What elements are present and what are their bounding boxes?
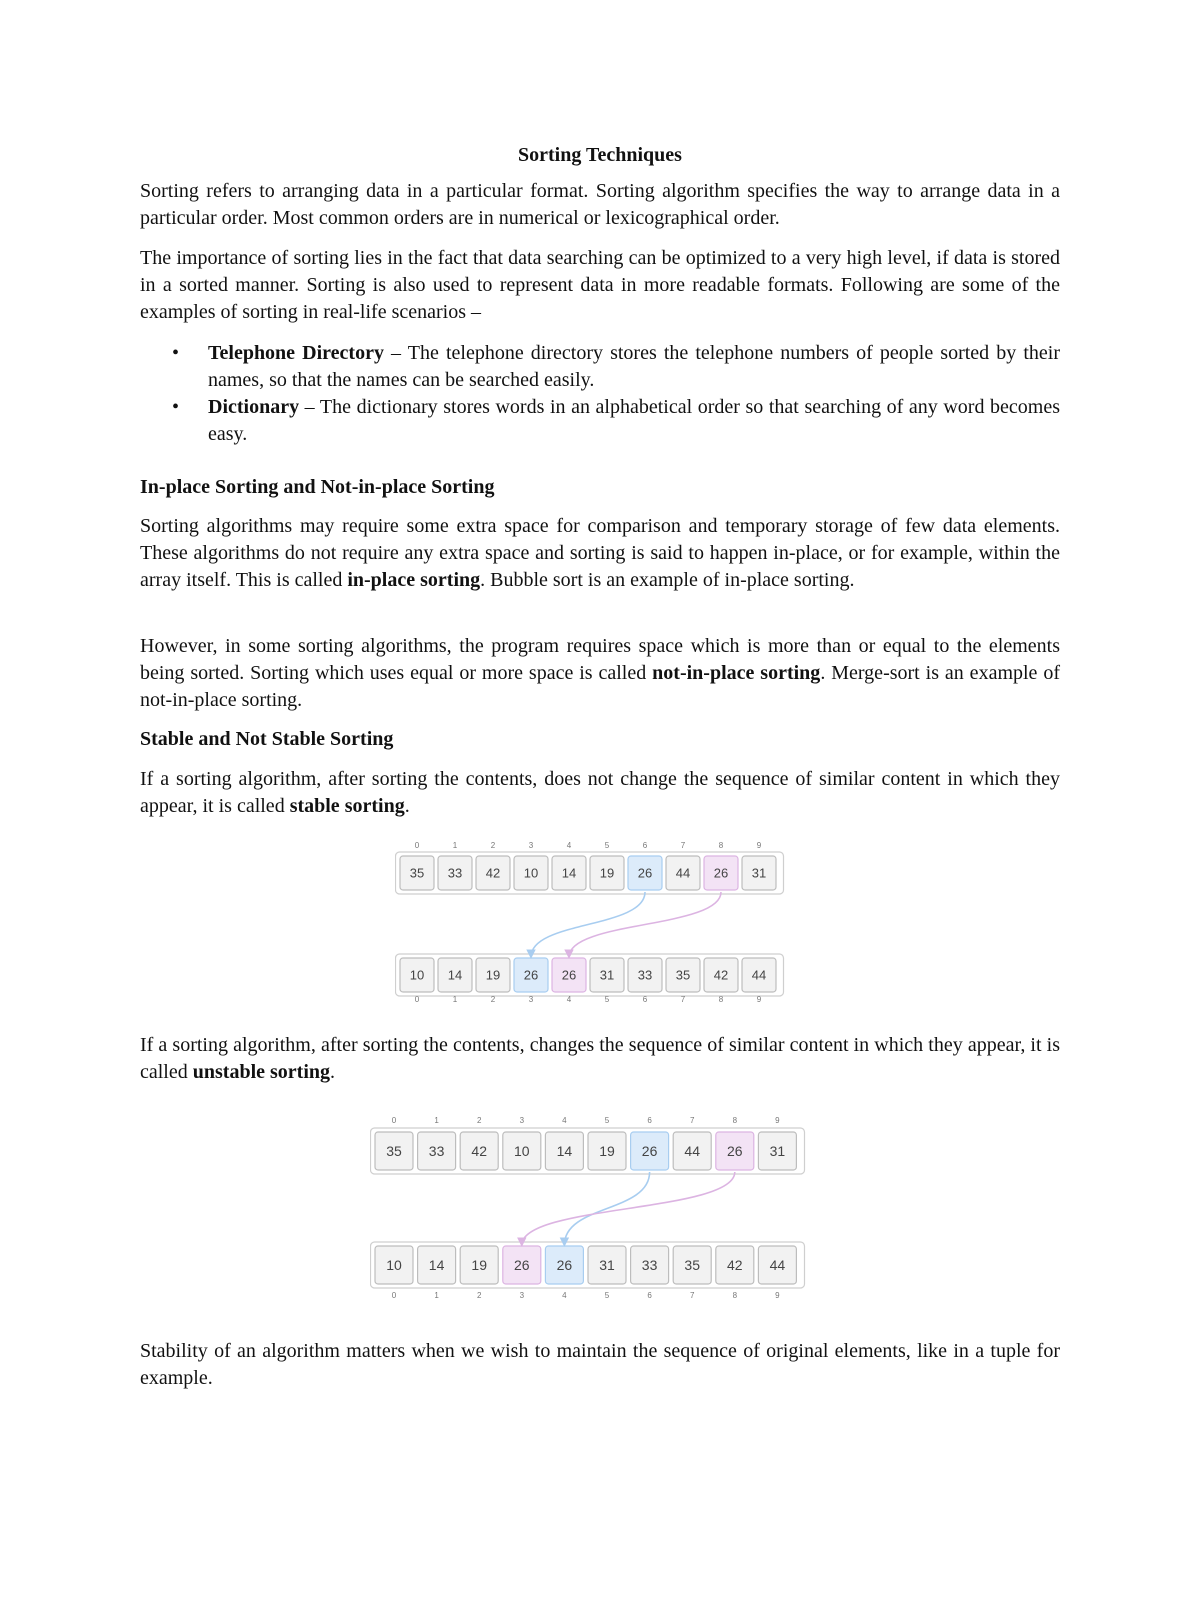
stable-paragraph-2 xyxy=(140,1032,1060,1086)
index-label: 7 xyxy=(680,995,686,1004)
list-item xyxy=(140,340,1060,394)
before-row-cell-value: 31 xyxy=(751,865,767,881)
index-label: 8 xyxy=(732,1291,738,1300)
after-row-cell-value: 31 xyxy=(599,967,615,983)
after-row-cell-value: 31 xyxy=(599,1257,615,1274)
unstable-term: unstable sorting xyxy=(192,1061,330,1083)
stable-text-2b: . xyxy=(330,1061,335,1083)
closing-text: Stability of an algorithm matters when we wish to maintain the sequence of original elements, like in a tuple for example. xyxy=(140,1340,1060,1389)
stable-section xyxy=(140,726,1060,753)
before-row-cell-value: 26 xyxy=(637,865,653,881)
index-label: 2 xyxy=(476,1116,482,1125)
before-row-cell-value: 31 xyxy=(769,1143,786,1160)
before-row-cell-value: 42 xyxy=(471,1143,487,1160)
index-label: 9 xyxy=(775,1116,780,1125)
index-label: 9 xyxy=(775,1291,780,1300)
before-row-cell-value: 26 xyxy=(727,1143,743,1160)
before-row-cell-value: 26 xyxy=(713,865,729,881)
inplace-text-2b: . Merge-sort is an example of not-in-place sorting. xyxy=(140,662,1061,711)
after-row-cell-value: 33 xyxy=(641,1257,658,1274)
index-label: 6 xyxy=(647,1291,652,1300)
index-label: 0 xyxy=(391,1291,397,1300)
index-label: 5 xyxy=(604,995,610,1004)
section-heading-inplace: In-place Sorting and Not-in-place Sorting xyxy=(140,476,495,498)
index-label: 6 xyxy=(642,995,648,1004)
index-label: 5 xyxy=(604,1116,610,1125)
after-row-cell-value: 26 xyxy=(514,1257,530,1274)
before-row-cell-value: 33 xyxy=(447,865,463,881)
sort-arrow-blue xyxy=(531,892,645,957)
page-title: Sorting Techniques xyxy=(518,144,682,166)
stable-sorting-diagram xyxy=(395,836,785,1011)
inplace-paragraph-1 xyxy=(140,513,1060,594)
index-label: 8 xyxy=(732,1116,738,1125)
after-row-cell-value: 26 xyxy=(523,967,539,983)
bullet-icon: • xyxy=(172,396,180,418)
before-row-cell-value: 10 xyxy=(514,1143,530,1160)
after-row-cell-value: 26 xyxy=(561,967,577,983)
before-row-cell-value: 19 xyxy=(599,865,615,881)
stable-term: stable sorting xyxy=(289,795,405,817)
index-label: 6 xyxy=(647,1116,652,1125)
sort-arrow-pink xyxy=(569,892,721,957)
index-label: 3 xyxy=(519,1116,525,1125)
after-row-cell-value: 10 xyxy=(409,967,425,983)
index-label: 3 xyxy=(528,841,534,850)
intro-text-2: The importance of sorting lies in the fact that data searching can be optimized to a very high level, if data is stored in a sorted manner. Sorting is also used to represent data in more readable formats. Following are some of the examples of sorting in real-life scenarios – xyxy=(140,247,1060,323)
before-row-cell-value: 44 xyxy=(675,865,691,881)
example-term: Telephone Directory xyxy=(208,342,384,364)
after-row-cell-value: 33 xyxy=(637,967,653,983)
index-label: 4 xyxy=(562,1116,567,1125)
example-term: Dictionary xyxy=(208,396,300,418)
index-label: 2 xyxy=(490,995,496,1004)
after-row-cell-value: 14 xyxy=(428,1257,445,1274)
intro-paragraph-2 xyxy=(140,245,1060,326)
sort-arrow-pink xyxy=(522,1172,735,1245)
index-label: 3 xyxy=(519,1291,525,1300)
inplace-section xyxy=(140,474,1060,501)
after-row-cell-value: 10 xyxy=(386,1257,402,1274)
index-label: 1 xyxy=(452,841,458,850)
before-row-cell-value: 42 xyxy=(485,865,501,881)
stable-paragraph-1 xyxy=(140,766,1060,820)
stable-text-1a: If a sorting algorithm, after sorting the contents, does not change the sequence of similar content in which they appear, it is called xyxy=(140,768,1060,817)
index-label: 1 xyxy=(434,1291,439,1300)
inplace-text-1a: Sorting algorithms may require some extra space for comparison and temporary storage of few data elements. These algorithms do not require any extra space and sorting is said to happen in-place, or for example, within the array itself. This is called xyxy=(140,515,1060,591)
index-label: 9 xyxy=(756,995,762,1004)
before-row-cell-value: 33 xyxy=(428,1143,445,1160)
index-label: 4 xyxy=(566,841,572,850)
after-row-cell-value: 35 xyxy=(684,1257,700,1274)
stable-text-1b: . xyxy=(404,795,410,817)
after-row-cell-value: 42 xyxy=(727,1257,743,1274)
index-label: 3 xyxy=(528,995,534,1004)
sort-arrow-blue xyxy=(564,1172,649,1245)
inplace-text-2a: However, in some sorting algorithms, the program requires space which is more than or equal to the elements being sorted. Sorting which uses equal or more space is called xyxy=(140,635,1060,684)
before-row-cell-value: 44 xyxy=(684,1143,700,1160)
before-row-cell-value: 26 xyxy=(641,1143,658,1160)
after-row-cell-value: 19 xyxy=(485,967,501,983)
before-row-cell-value: 35 xyxy=(409,865,425,881)
index-label: 7 xyxy=(680,841,686,850)
example-separator: – xyxy=(383,342,408,364)
index-label: 5 xyxy=(604,841,610,850)
index-label: 5 xyxy=(604,1291,610,1300)
bullet-icon: • xyxy=(172,342,180,364)
index-label: 1 xyxy=(434,1116,439,1125)
list-item xyxy=(140,394,1060,448)
after-row-cell-value: 44 xyxy=(769,1257,786,1274)
index-label: 7 xyxy=(689,1291,695,1300)
after-row-cell-value: 35 xyxy=(675,967,691,983)
before-row-cell-value: 35 xyxy=(386,1143,402,1160)
before-row-cell-value: 19 xyxy=(599,1143,615,1160)
index-label: 4 xyxy=(562,1291,567,1300)
after-row-cell-value: 44 xyxy=(751,967,767,983)
index-label: 1 xyxy=(452,995,458,1004)
after-row-cell-value: 26 xyxy=(556,1257,573,1274)
not-inplace-term: not-in-place sorting xyxy=(652,662,821,684)
index-label: 0 xyxy=(391,1116,397,1125)
index-label: 9 xyxy=(756,841,762,850)
closing-paragraph xyxy=(140,1338,1060,1392)
index-label: 7 xyxy=(689,1116,695,1125)
before-row-cell-value: 10 xyxy=(523,865,539,881)
index-label: 6 xyxy=(642,841,648,850)
intro-paragraph-1 xyxy=(140,178,1060,232)
after-row-cell-value: 19 xyxy=(471,1257,487,1274)
index-label: 8 xyxy=(718,841,724,850)
inplace-text-1b: . Bubble sort is an example of in-place sorting. xyxy=(480,569,855,591)
index-label: 0 xyxy=(414,841,420,850)
index-label: 4 xyxy=(566,995,572,1004)
examples-list xyxy=(140,340,1060,448)
unstable-sorting-diagram xyxy=(370,1110,810,1305)
example-description: The dictionary stores words in an alphabetical order so that searching of any word becomes easy. xyxy=(208,396,1061,445)
index-label: 2 xyxy=(490,841,496,850)
inplace-paragraph-2 xyxy=(140,633,1060,714)
inplace-term: in-place sorting xyxy=(347,569,481,591)
example-description: The telephone directory stores the telephone numbers of people sorted by their names, so that the names can be searched easily. xyxy=(208,342,1061,391)
before-row-cell-value: 14 xyxy=(561,865,577,881)
intro-text-1: Sorting refers to arranging data in a particular format. Sorting algorithm specifies the way to arrange data in a particular order. Most common orders are in numerical or lexicographical order. xyxy=(140,180,1060,229)
index-label: 8 xyxy=(718,995,724,1004)
section-heading-stable: Stable and Not Stable Sorting xyxy=(140,728,394,750)
example-separator: – xyxy=(299,396,320,418)
before-row-cell-value: 14 xyxy=(556,1143,573,1160)
after-row-cell-value: 42 xyxy=(713,967,729,983)
after-row-cell-value: 14 xyxy=(447,967,463,983)
index-label: 0 xyxy=(414,995,420,1004)
index-label: 2 xyxy=(476,1291,482,1300)
stable-text-2a: If a sorting algorithm, after sorting the contents, changes the sequence of similar content in which they appear, it is called xyxy=(140,1034,1060,1083)
